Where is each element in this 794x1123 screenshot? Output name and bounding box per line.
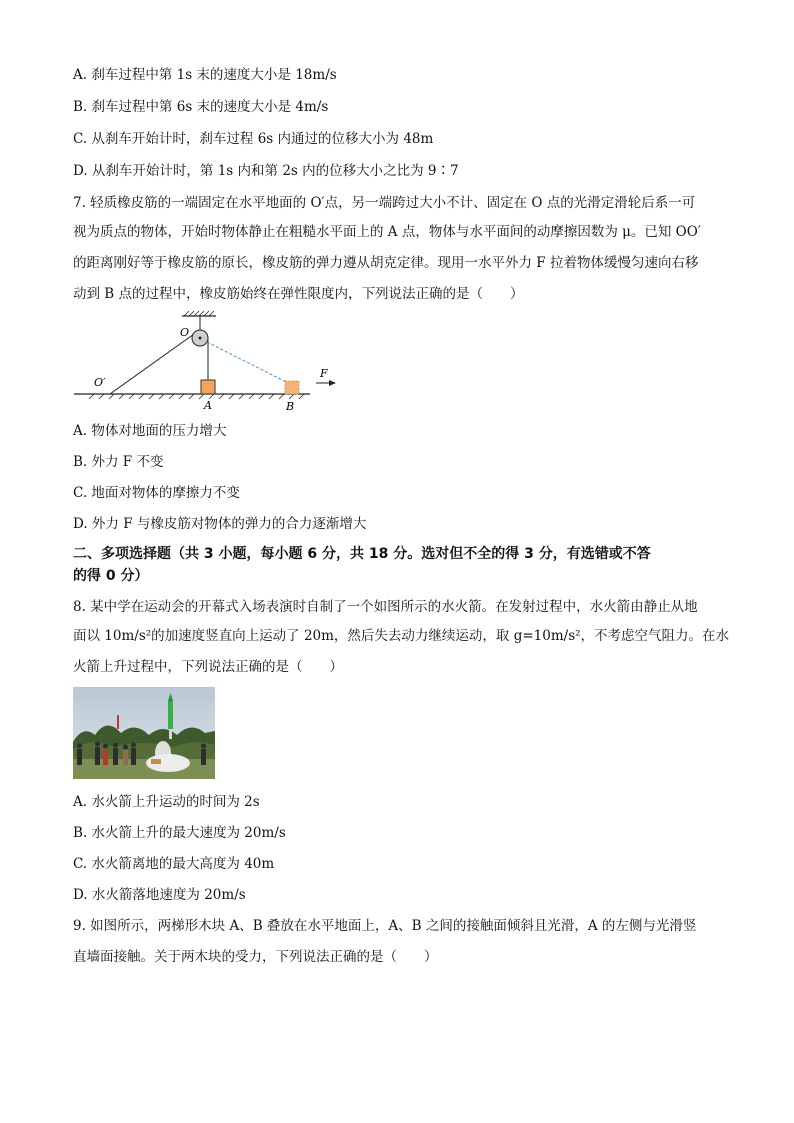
rubber-band-b-dashed — [207, 342, 288, 383]
q7-stem-line-2: 视为质点的物体，开始时物体静止在粗糙水平面上的 A 点，物体与水平面间的动摩擦因数为 μ。已知 OO′ — [73, 224, 701, 240]
q7-stem-line-4: 动到 B 点的过程中，橡皮筋始终在弹性限度内，下列说法正确的是（ ） — [73, 286, 524, 302]
q8-stem-line-3: 火箭上升过程中，下列说法正确的是（ ） — [73, 659, 343, 675]
label-a: A — [204, 399, 212, 412]
q9-stem-line-2: 直墙面接触。关于两木块的受力，下列说法正确的是（ ） — [73, 949, 438, 965]
section-2-title-line-2: 的得 0 分） — [73, 568, 149, 584]
q7-option-a: A. 物体对地面的压力增大 — [73, 423, 227, 439]
label-b: B — [286, 400, 295, 413]
q7-option-c: C. 地面对物体的摩擦力不变 — [73, 485, 240, 501]
q6-option-d: D. 从刹车开始计时，第 1s 内和第 2s 内的位移大小之比为 9∶7 — [73, 163, 459, 179]
q9-stem-line-1: 9. 如图所示，两梯形木块 A、B 叠放在水平地面上，A、B 之间的接触面倾斜且光滑，A 的左侧与光滑竖 — [73, 918, 697, 934]
ground-hatch — [89, 394, 304, 399]
rubber-band-oo — [110, 334, 194, 394]
rocket-icon — [168, 701, 173, 729]
ceiling-hatch — [184, 311, 214, 316]
q8-option-b: B. 水火箭上升的最大速度为 20m/s — [73, 825, 286, 841]
block-a — [201, 380, 215, 394]
q8-stem-line-1: 8. 某中学在运动会的开幕式入场表演时自制了一个如图所示的水火箭。在发射过程中，水火箭由静止从地 — [73, 599, 698, 615]
label-o-prime: O′ — [94, 376, 106, 389]
q8-option-a: A. 水火箭上升运动的时间为 2s — [73, 794, 260, 810]
q7-option-b: B. 外力 F 不变 — [73, 454, 164, 470]
water-rocket-photo — [73, 687, 215, 779]
q8-option-d: D. 水火箭落地速度为 20m/s — [73, 887, 246, 903]
q8-option-c: C. 水火箭离地的最大高度为 40m — [73, 856, 275, 872]
q6-option-a: A. 刹车过程中第 1s 末的速度大小是 18m/s — [73, 67, 337, 83]
q7-stem-line-1: 7. 轻质橡皮筋的一端固定在水平地面的 O′点，另一端跨过大小不计、固定在 O 点的光滑定滑轮后系一可 — [73, 195, 696, 211]
label-o: O — [180, 326, 190, 339]
q7-stem-line-3: 的距离刚好等于橡皮筋的原长，橡皮筋的弹力遵从胡克定律。现用一水平外力 F 拉着物体缓慢匀速向右移 — [73, 255, 699, 271]
pulley-diagram — [70, 308, 340, 418]
q8-stem-line-2: 面以 10m/s²的加速度竖直向上运动了 20m，然后失去动力继续运动，取 g=10m/s²，不考虑空气阻力。在水 — [73, 628, 730, 644]
block-b — [285, 381, 299, 394]
q6-option-c: C. 从刹车开始计时，刹车过程 6s 内通过的位移大小为 48m — [73, 131, 434, 147]
label-f: F — [320, 367, 328, 380]
section-2-title-line-1: 二、多项选择题（共 3 小题，每小题 6 分，共 18 分。选对但不全的得 3 分，有选错或不答 — [73, 546, 651, 562]
q6-option-b: B. 刹车过程中第 6s 末的速度大小是 4m/s — [73, 99, 329, 115]
q7-option-d: D. 外力 F 与橡皮筋对物体的弹力的合力逐渐增大 — [73, 516, 367, 532]
water-rocket-image — [73, 687, 215, 779]
